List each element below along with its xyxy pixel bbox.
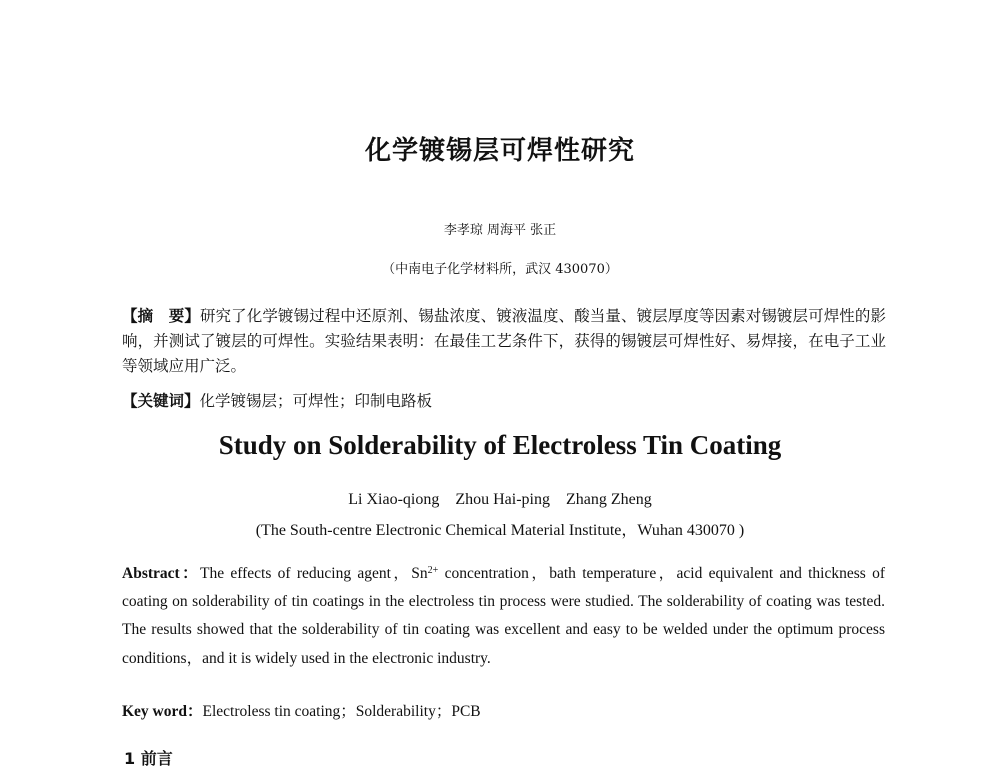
next-section-heading: 1 前言 [124, 749, 173, 768]
chinese-keywords [122, 389, 886, 414]
english-authors: Li Xiao-qiong Zhou Hai-ping Zhang Zheng [348, 491, 652, 508]
chinese-title: 化学镀锡层可焊性研究 [364, 136, 635, 166]
chinese-abstract [122, 304, 886, 379]
english-abstract-superscript: 2+ [427, 565, 439, 576]
english-abstract-text-pre: The effects of reducing agent，Sn [200, 565, 428, 582]
chinese-keywords-text: 化学镀锡层；可焊性；印制电路板 [199, 392, 433, 410]
english-abstract [122, 560, 885, 673]
english-abstract-text-post: concentration，bath temperature，acid equivalent and thickness of coating on solderability of tin coatings in the electroless tin process were studied. The solderability of coating was tested. The results showed that the solderability of tin coating was excellent and easy to be welded under the optimum process conditions，and it is widely used in the electronic industry. [122, 565, 885, 667]
chinese-keywords-label: 【关键词】 [122, 392, 200, 410]
english-keywords-label: Key word： [122, 703, 203, 720]
chinese-abstract-text: 研究了化学镀锡过程中还原剂、锡盐浓度、镀液温度、酸当量、镀层厚度等因素对锡镀层可焊性的影响，并测试了镀层的可焊性。实验结果表明：在最佳工艺条件下，获得的锡镀层可焊性好、易焊接，在电子工业等领域应用广泛。 [122, 307, 886, 375]
english-affiliation: (The South-centre Electronic Chemical Material Institute，Wuhan 430070 ) [255, 522, 745, 539]
english-keywords-text: Electroless tin coating；Solderability；PCB [202, 703, 481, 720]
chinese-authors: 李孝琼 周海平 张正 [443, 223, 557, 238]
english-title: Study on Solderability of Electroless Tin Coating [218, 430, 782, 460]
english-keywords [122, 700, 885, 724]
chinese-abstract-label: 【摘 要】 [122, 307, 200, 325]
english-abstract-label: Abstract： [122, 565, 200, 582]
chinese-affiliation: （中南电子化学材料所，武汉 430070） [382, 262, 618, 277]
